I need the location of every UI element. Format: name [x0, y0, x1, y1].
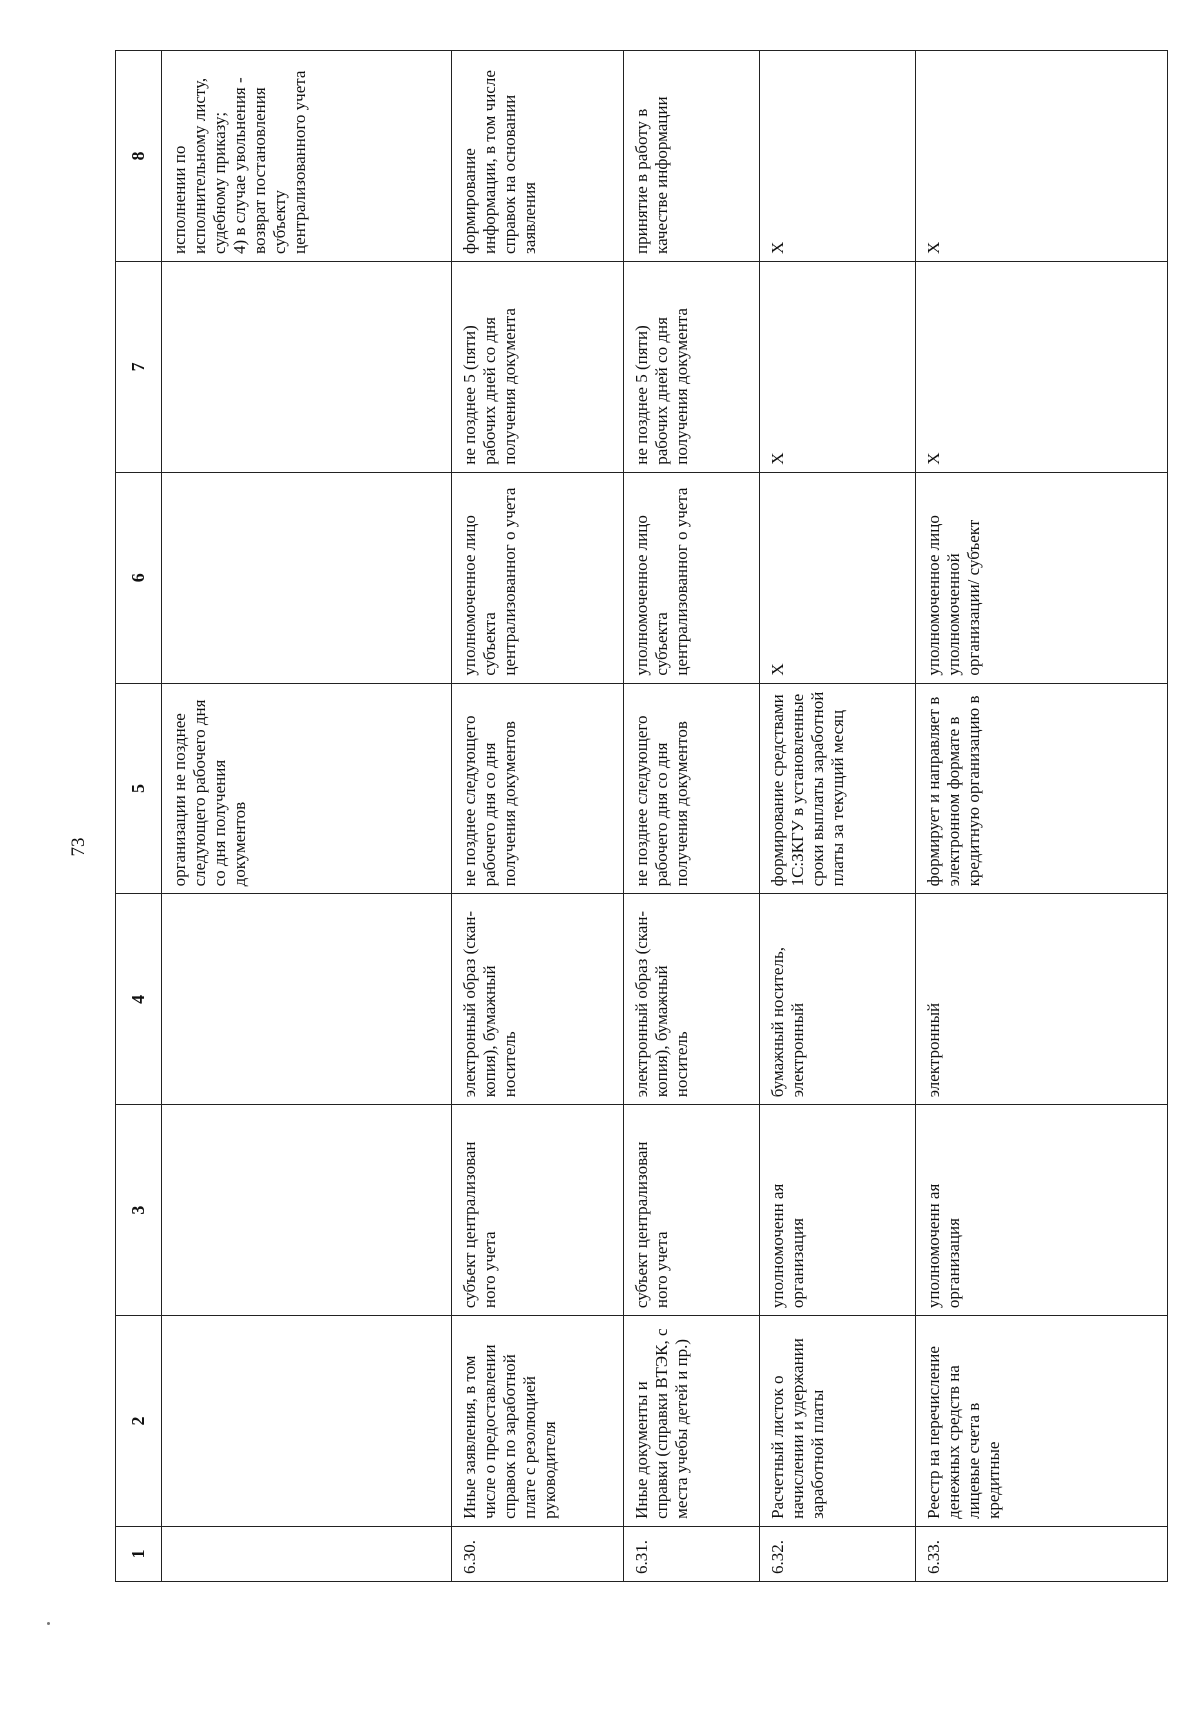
table-cell: формирует и направляет в электронном формате в кредитную организацию в: [916, 683, 1168, 894]
table-cell: [162, 261, 452, 472]
table-cell: X: [760, 51, 916, 262]
scan-artifact: [47, 1622, 50, 1625]
table-cell: [162, 1526, 452, 1581]
table-row: [162, 51, 452, 1582]
column-header: 2: [116, 1316, 162, 1527]
table-cell: формирование средствами 1С:ЗКГУ в установленные сроки выплаты заработной платы за текущий месяц: [760, 683, 916, 894]
table-cell: уполномоченн ая организация: [916, 1105, 1168, 1316]
column-header: 1: [116, 1526, 162, 1581]
table-container: [115, 50, 1200, 1613]
table-cell: Иные заявления, в том числе о предоставлении справок по заработной плате с резолюцией руководителя: [452, 1316, 624, 1527]
table-cell: организации не позднее следующего рабочего дня со дня получения документов: [162, 683, 452, 894]
table-cell: уполномоченное лицо субъекта централизованног о учета: [452, 472, 624, 683]
row-number: 6.32.: [760, 1526, 916, 1581]
table-cell: не позднее следующего рабочего дня со дня получения документов: [452, 683, 624, 894]
table-cell: не позднее 5 (пяти) рабочих дней со дня получения документа: [452, 261, 624, 472]
table-cell: бумажный носитель, электронный: [760, 894, 916, 1105]
row-number: 6.31.: [624, 1526, 760, 1581]
table-cell: X: [760, 261, 916, 472]
row-number: 6.33.: [916, 1526, 1168, 1581]
table-cell: X: [760, 472, 916, 683]
column-header: 5: [116, 683, 162, 894]
table-cell: не позднее следующего рабочего дня со дня получения документов: [624, 683, 760, 894]
table-row: [452, 51, 624, 1582]
table-cell: [162, 1105, 452, 1316]
column-header: 6: [116, 472, 162, 683]
column-header: 3: [116, 1105, 162, 1316]
table-cell: электронный образ (скан-копия), бумажный носитель: [452, 894, 624, 1105]
table-cell: Иные документы и справки (справки ВТЭК, с места учебы детей и пр.): [624, 1316, 760, 1527]
table-row: [624, 51, 760, 1582]
rotated-table-frame: [115, 50, 1167, 1582]
table-cell: субъект централизован ного учета: [452, 1105, 624, 1316]
table-cell: уполномоченное лицо уполномоченной организации/ субъект: [916, 472, 1168, 683]
table-cell: субъект централизован ного учета: [624, 1105, 760, 1316]
table-cell: Реестр на перечисление денежных средств на лицевые счета в кредитные: [916, 1316, 1168, 1527]
table-cell: исполнении по исполнительному листу, судебному приказу; 4) в случае увольнения - возврат постановления субъекту централизованного учета: [162, 51, 452, 262]
table-cell: [162, 894, 452, 1105]
page-number: 73: [68, 837, 89, 857]
table-cell: электронный: [916, 894, 1168, 1105]
column-header: 7: [116, 261, 162, 472]
row-number: 6.30.: [452, 1526, 624, 1581]
table-cell: формирование информации, в том числе справок на основании заявления: [452, 51, 624, 262]
table-cell: электронный образ (скан-копия), бумажный носитель: [624, 894, 760, 1105]
table-cell: X: [916, 51, 1168, 262]
table-cell: не позднее 5 (пяти) рабочих дней со дня получения документа: [624, 261, 760, 472]
column-header: 4: [116, 894, 162, 1105]
registry-table: [115, 50, 1168, 1582]
table-cell: [162, 1316, 452, 1527]
table-cell: Расчетный листок о начислении и удержании заработной платы: [760, 1316, 916, 1527]
table-cell: уполномоченное лицо субъекта централизованног о учета: [624, 472, 760, 683]
table-cell: X: [916, 261, 1168, 472]
table-row: [916, 51, 1168, 1582]
table-header-row: [116, 51, 162, 1582]
table-cell: [162, 472, 452, 683]
table-cell: уполномоченн ая организация: [760, 1105, 916, 1316]
table-row: [760, 51, 916, 1582]
table-cell: принятие в работу в качестве информации: [624, 51, 760, 262]
column-header: 8: [116, 51, 162, 262]
